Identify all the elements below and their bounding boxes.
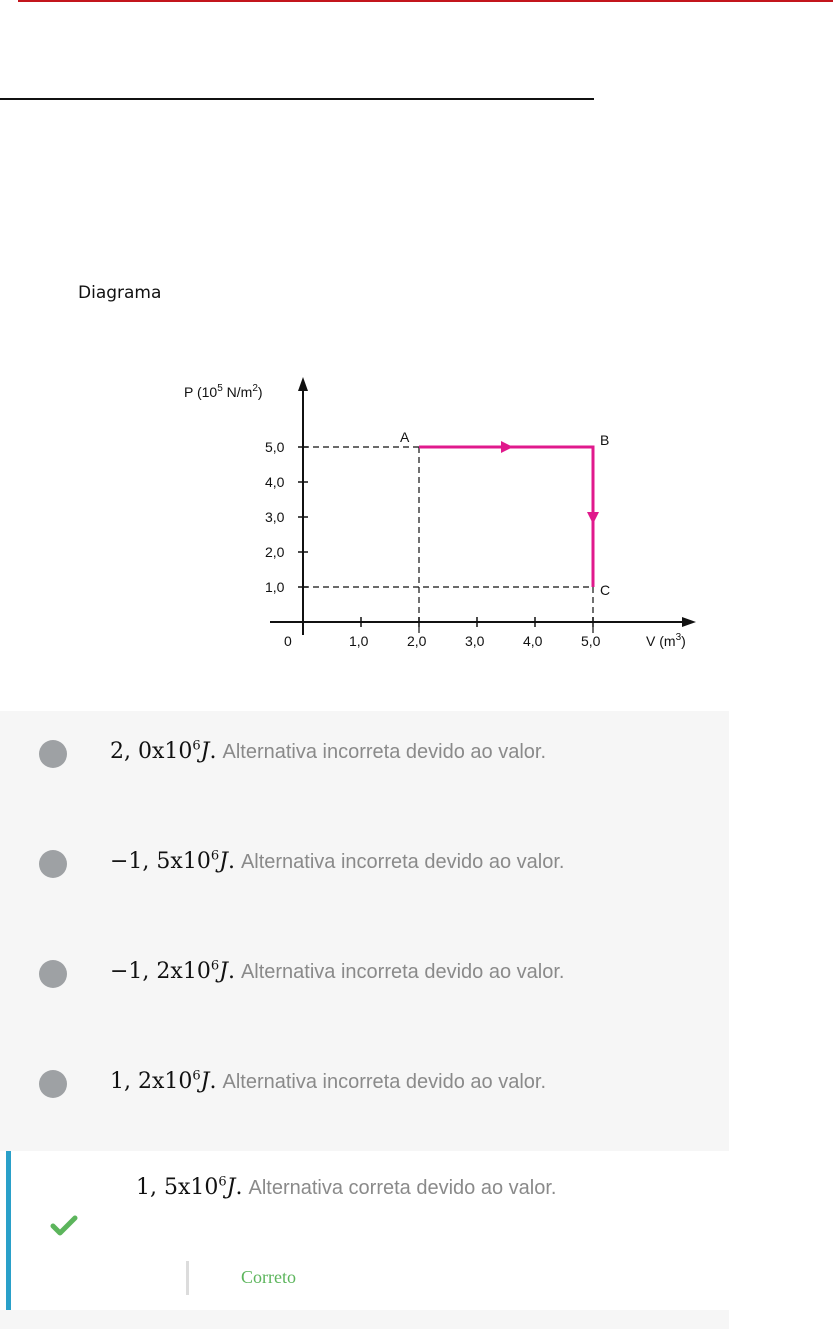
option-formula: 2, $0x10^6J$. xyxy=(110,739,217,765)
correct-status-block xyxy=(186,1261,296,1295)
option-1[interactable] xyxy=(0,711,729,821)
direction-arrow-ab xyxy=(501,441,513,453)
x-tick-label: 4,0 xyxy=(523,633,543,649)
pv-diagram-chart xyxy=(160,365,720,665)
checkmark-icon xyxy=(50,1215,78,1237)
option-formula: −1, $5x10^6J$. xyxy=(110,849,235,875)
option-formula: 1, $5x10^6J$. xyxy=(136,1175,243,1201)
correct-option[interactable] xyxy=(0,1151,729,1310)
option-2[interactable] xyxy=(0,821,729,931)
option-bullet[interactable] xyxy=(39,1070,67,1098)
option-feedback: Alternativa incorreta devido ao valor. xyxy=(240,851,565,874)
y-tick-label: 2,0 xyxy=(265,544,285,560)
option-3[interactable] xyxy=(0,931,729,1041)
underline-divider xyxy=(0,98,594,100)
series-line xyxy=(419,447,593,587)
y-tick-label: 5,0 xyxy=(265,439,285,455)
option-4[interactable] xyxy=(0,1041,729,1151)
x-tick-label: 5,0 xyxy=(581,633,601,649)
x-axis-arrow xyxy=(682,617,696,627)
option-formula: −1, $2x10^6J$. xyxy=(110,959,235,985)
origin-label: 0 xyxy=(284,633,292,649)
option-bullet[interactable] xyxy=(39,960,67,988)
point-label-c: C xyxy=(600,582,611,598)
answer-options xyxy=(0,711,729,1151)
y-tick-label: 4,0 xyxy=(265,474,285,490)
option-bullet[interactable] xyxy=(39,740,67,768)
y-axis-label: P ($10^5$ $N/m^2$) xyxy=(184,383,263,400)
x-tick-label: 1,0 xyxy=(349,633,369,649)
point-label-b: B xyxy=(600,432,610,448)
option-feedback: Alternativa incorreta devido ao valor. xyxy=(240,961,565,984)
diagram-label: Diagrama xyxy=(78,283,162,303)
x-tick-label: 2,0 xyxy=(407,633,427,649)
y-axis-arrow xyxy=(298,377,308,391)
bottom-band xyxy=(0,1310,729,1329)
x-tick-label: 3,0 xyxy=(465,633,485,649)
option-feedback: Alternativa correta devido ao valor. xyxy=(248,1177,557,1200)
y-tick-label: 1,0 xyxy=(265,579,285,595)
correct-accent-bar xyxy=(6,1151,11,1310)
correct-status-label: Correto xyxy=(241,1267,296,1287)
direction-arrow-bc xyxy=(587,512,599,524)
top-rule xyxy=(18,0,833,2)
option-bullet[interactable] xyxy=(39,850,67,878)
point-label-a: A xyxy=(400,429,410,445)
option-formula: 1, $2x10^6J$. xyxy=(110,1069,217,1095)
option-feedback: Alternativa incorreta devido ao valor. xyxy=(222,741,547,764)
option-feedback: Alternativa incorreta devido ao valor. xyxy=(222,1071,547,1094)
x-axis-label: V $(m^3)$ xyxy=(646,632,686,649)
y-tick-label: 3,0 xyxy=(265,509,285,525)
